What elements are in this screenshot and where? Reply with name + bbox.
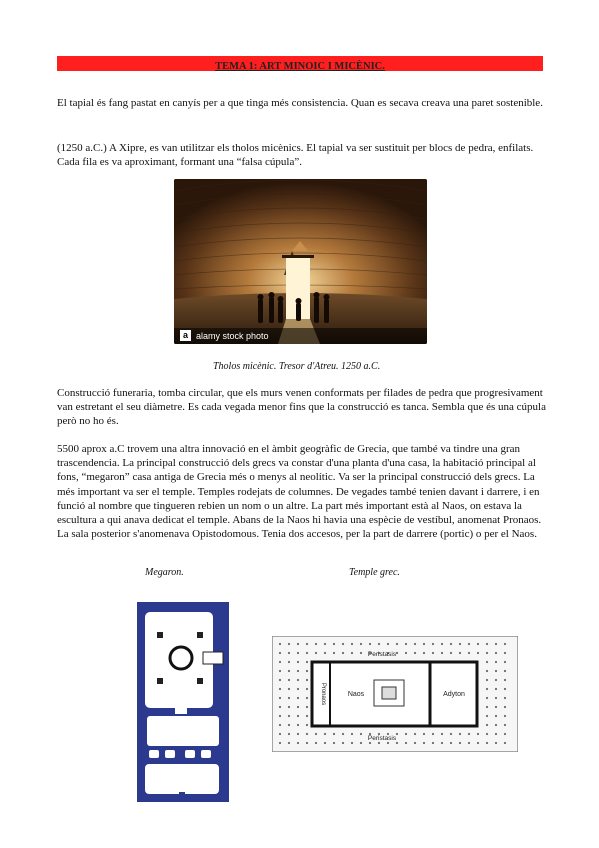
column-dot [468,643,470,645]
column-dot [360,733,362,735]
column-dot [486,652,488,654]
column-dot [360,742,362,744]
column-dot [486,724,488,726]
column-dot [441,643,443,645]
column-dot [333,742,335,744]
column-dot [486,679,488,681]
column-dot [423,733,425,735]
column-dot [450,742,452,744]
column-dot [504,715,506,717]
column-dot [432,652,434,654]
column-dot [504,643,506,645]
column-dot [333,652,335,654]
column-dot [297,706,299,708]
column-dot [387,742,389,744]
column-dot [306,688,308,690]
column-dot [477,643,479,645]
column-dot [351,643,353,645]
column-dot [405,742,407,744]
column-dot [423,742,425,744]
column-dot [441,742,443,744]
column-dot [432,733,434,735]
column-dot [297,661,299,663]
column-dot [459,733,461,735]
caption-temple: Temple grec. [349,567,400,578]
column-dot [369,643,371,645]
column-dot [279,688,281,690]
title-highlight [57,56,543,71]
column-dot [297,724,299,726]
column-dot [423,643,425,645]
label-pronaos: Pronaos [320,682,326,706]
column-dot [414,652,416,654]
column-dot [297,697,299,699]
column-dot [504,742,506,744]
column-dot [486,733,488,735]
column-dot [504,679,506,681]
column-dot [279,643,281,645]
column-dot [414,742,416,744]
column-dot [504,697,506,699]
column-dot [306,643,308,645]
tholos-photo [174,179,427,344]
column-dot [486,706,488,708]
column-dot [324,643,326,645]
column-dot [477,742,479,744]
column-dot [306,733,308,735]
column-dot [306,652,308,654]
column-dot [486,670,488,672]
column-dot [459,643,461,645]
column-dot [432,742,434,744]
column-dot [450,652,452,654]
column-dot [495,661,497,663]
column-dot [288,724,290,726]
label-naos: Naos [347,691,365,698]
column-dot [495,652,497,654]
column-dot [324,733,326,735]
column-dot [396,742,398,744]
column-dot [486,661,488,663]
column-dot [279,652,281,654]
column-dot [297,733,299,735]
column-dot [288,733,290,735]
column-dot [432,643,434,645]
label-adyton: Adyton [443,691,465,698]
column-dot [306,706,308,708]
column-dot [342,652,344,654]
column-dot [297,670,299,672]
column-dot [378,643,380,645]
column-dot [486,742,488,744]
column-dot [288,688,290,690]
column-dot [468,652,470,654]
column-dot [324,652,326,654]
column-dot [315,643,317,645]
column-dot [297,715,299,717]
column-dot [486,688,488,690]
caption-megaron: Megaron. [145,567,184,578]
column-dot [279,724,281,726]
column-dot [504,724,506,726]
column-dot [423,652,425,654]
temple-plan [272,636,518,752]
column-dot [495,697,497,699]
label-peristasis-top: Peristasis [367,651,397,658]
label-peristasis-bottom: Peristasis [367,735,397,742]
column-dot [504,670,506,672]
column-dot [495,724,497,726]
column-dot [459,652,461,654]
page-title: TEMA 1: ART MINOIC I MICÈNIC. [215,61,385,72]
column-dot [288,652,290,654]
column-dot [495,733,497,735]
column-dot [504,652,506,654]
column-dot [459,742,461,744]
column-dot [441,733,443,735]
column-dot [279,679,281,681]
column-dot [297,679,299,681]
column-dot [306,697,308,699]
column-dot [315,652,317,654]
megaron-plan [137,602,229,802]
column-dot [504,706,506,708]
paragraph-grecia: 5500 aprox a.C trovem una altra innovació en el àmbit geogràfic de Grecia, que també va tindre una gran trascendencia. La principal construcció dels grecs va constar d'una planta d'una casa, la habitació principal al fons, “megaron” casa antiga de Grecia més o menys al neolític. Va ser la principal construcció dels grecs. La més important va ser el temple. Temples rodejats de columnes. De vegades també tenien davant i darrere, i en funció al nombre que tingueren rebien un nom o un altre. La part més important està al Naos, on estava la escultura a qui anava dedicat el temple. Abans de la Naos hi havia una espècie de vestíbul, anomenat Pronaos. La sala posterior s'anomenava Opistodomous. Tenia dos accesos, per la part de darrere (portic) o per el Naos. [57,443,542,541]
column-dot [288,661,290,663]
column-dot [288,643,290,645]
column-dot [306,742,308,744]
column-dot [360,652,362,654]
column-dot [495,688,497,690]
column-dot [477,652,479,654]
column-dot [297,643,299,645]
column-dot [405,652,407,654]
column-dot [342,733,344,735]
column-dot [315,742,317,744]
column-dot [495,742,497,744]
column-dot [342,742,344,744]
column-dot [279,670,281,672]
column-dot [279,706,281,708]
column-dot [441,652,443,654]
alamy-logo-icon: a [180,330,191,341]
column-dot [306,724,308,726]
column-dot [351,733,353,735]
column-dot [396,733,398,735]
column-dot [288,679,290,681]
column-dot [477,733,479,735]
column-dot [288,742,290,744]
column-dot [369,742,371,744]
column-dot [495,706,497,708]
column-dot [495,670,497,672]
column-dot [324,742,326,744]
column-dot [288,670,290,672]
column-dot [495,679,497,681]
column-dot [279,715,281,717]
paragraph-tholos: (1250 a.C.) A Xipre, es van utilitzar els tholos micènics. El tapial va ser sustituit per blocs de pedra, enfilats. Cada fila es va aproximant, formant una “falsa cúpula”. [57,142,534,169]
column-dot [396,652,398,654]
column-dot [306,661,308,663]
column-dot [315,733,317,735]
column-dot [504,661,506,663]
paragraph-funeraria: Construcció funeraria, tomba circular, que els murs venen conformats per filades de pedra que progresivament van estretant el seu diàmetre. Es cada vegada menor fins que la construcció es tanca. Sembla que és una cúpula però no ho és. [57,387,547,428]
column-dot [495,643,497,645]
column-dot [387,643,389,645]
column-dot [297,652,299,654]
watermark-text: alamy stock photo [196,331,269,341]
column-dot [306,679,308,681]
column-dot [504,688,506,690]
column-dot [333,643,335,645]
column-dot [306,670,308,672]
column-dot [504,733,506,735]
column-dot [306,715,308,717]
column-dot [414,733,416,735]
column-dot [468,742,470,744]
column-dot [396,643,398,645]
column-dot [405,733,407,735]
column-dot [486,697,488,699]
column-dot [468,733,470,735]
column-dot [279,733,281,735]
paragraph-tapial: El tapial és fang pastat en canyís per a que tinga més consistencia. Quan es secava creava una paret sostenible. [57,97,543,109]
column-dot [279,742,281,744]
column-dot [279,661,281,663]
column-dot [288,715,290,717]
column-dot [333,733,335,735]
column-dot [297,742,299,744]
tholos-photo-image [174,179,427,344]
column-dot [279,697,281,699]
column-dot [414,643,416,645]
column-dot [351,742,353,744]
column-dot [486,643,488,645]
watermark-bar [174,328,427,344]
column-dot [495,715,497,717]
column-dot [450,643,452,645]
caption-photo: Tholos micènic. Tresor d'Atreu. 1250 a.C. [213,361,381,372]
column-dot [360,643,362,645]
column-dot [450,733,452,735]
column-dot [288,697,290,699]
column-dot [405,643,407,645]
column-dot [351,652,353,654]
column-dot [342,643,344,645]
column-dot [288,706,290,708]
column-dot [378,742,380,744]
column-dot [486,715,488,717]
column-dot [297,688,299,690]
